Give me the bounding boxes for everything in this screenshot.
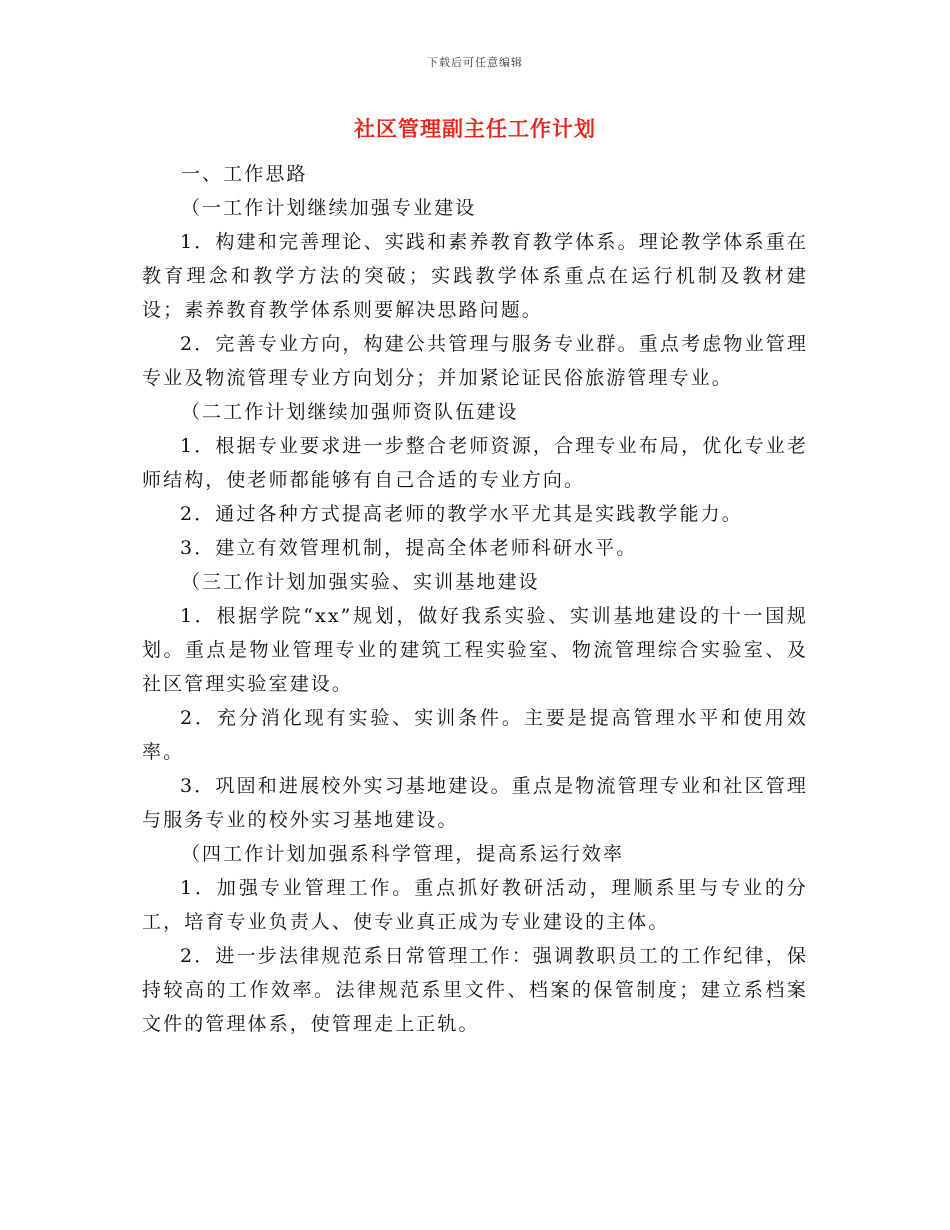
paragraph: 1．加强专业管理工作。重点抓好教研活动，理顺系里与专业的分工，培育专业负责人、使专业真正成为专业建设的主体。 bbox=[142, 877, 808, 933]
subsection-heading: （四工作计划加强系科学管理，提高系运行效率 bbox=[180, 843, 625, 865]
header-note: 下载后可任意编辑 bbox=[427, 56, 523, 69]
paragraph: 3．建立有效管理机制，提高全体老师科研水平。 bbox=[180, 537, 638, 559]
paragraph: 1．构建和完善理论、实践和素养教育教学体系。理论教学体系重在教育理念和教学方法的突破；实践教学体系重点在运行机制及教材建设；素养教育教学体系则要解决思路问题。 bbox=[142, 231, 808, 321]
paragraph: 2．完善专业方向，构建公共管理与服务专业群。重点考虑物业管理专业及物流管理专业方向划分；并加紧论证民俗旅游管理专业。 bbox=[142, 333, 808, 389]
paragraph: 2．进一步法律规范系日常管理工作：强调教职员工的工作纪律，保持较高的工作效率。法律规范系里文件、档案的保管制度；建立系档案文件的管理体系，使管理走上正轨。 bbox=[142, 945, 808, 1035]
subsection-heading: （一工作计划继续加强专业建设 bbox=[180, 197, 477, 219]
subsection-heading: （二工作计划继续加强师资队伍建设 bbox=[180, 401, 519, 423]
paragraph: 2．充分消化现有实验、实训条件。主要是提高管理水平和使用效率。 bbox=[142, 707, 808, 763]
subsection-heading: （三工作计划加强实验、实训基地建设 bbox=[180, 571, 540, 593]
paragraph: 1．根据专业要求进一步整合老师资源，合理专业布局，优化专业老师结构，使老师都能够有自己合适的专业方向。 bbox=[142, 435, 808, 491]
paragraph: 2．通过各种方式提高老师的教学水平尤其是实践教学能力。 bbox=[180, 503, 743, 525]
section-heading: 一、工作思路 bbox=[180, 163, 308, 185]
document-body bbox=[142, 157, 808, 1041]
paragraph: 3．巩固和进展校外实习基地建设。重点是物流管理专业和社区管理与服务专业的校外实习基地建设。 bbox=[142, 775, 808, 831]
paragraph: 1．根据学院“xx”规划，做好我系实验、实训基地建设的十一国规划。重点是物业管理专业的建筑工程实验室、物流管理综合实验室、及社区管理实验室建设。 bbox=[142, 605, 808, 695]
document-title: 社区管理副主任工作计划 bbox=[354, 116, 596, 141]
